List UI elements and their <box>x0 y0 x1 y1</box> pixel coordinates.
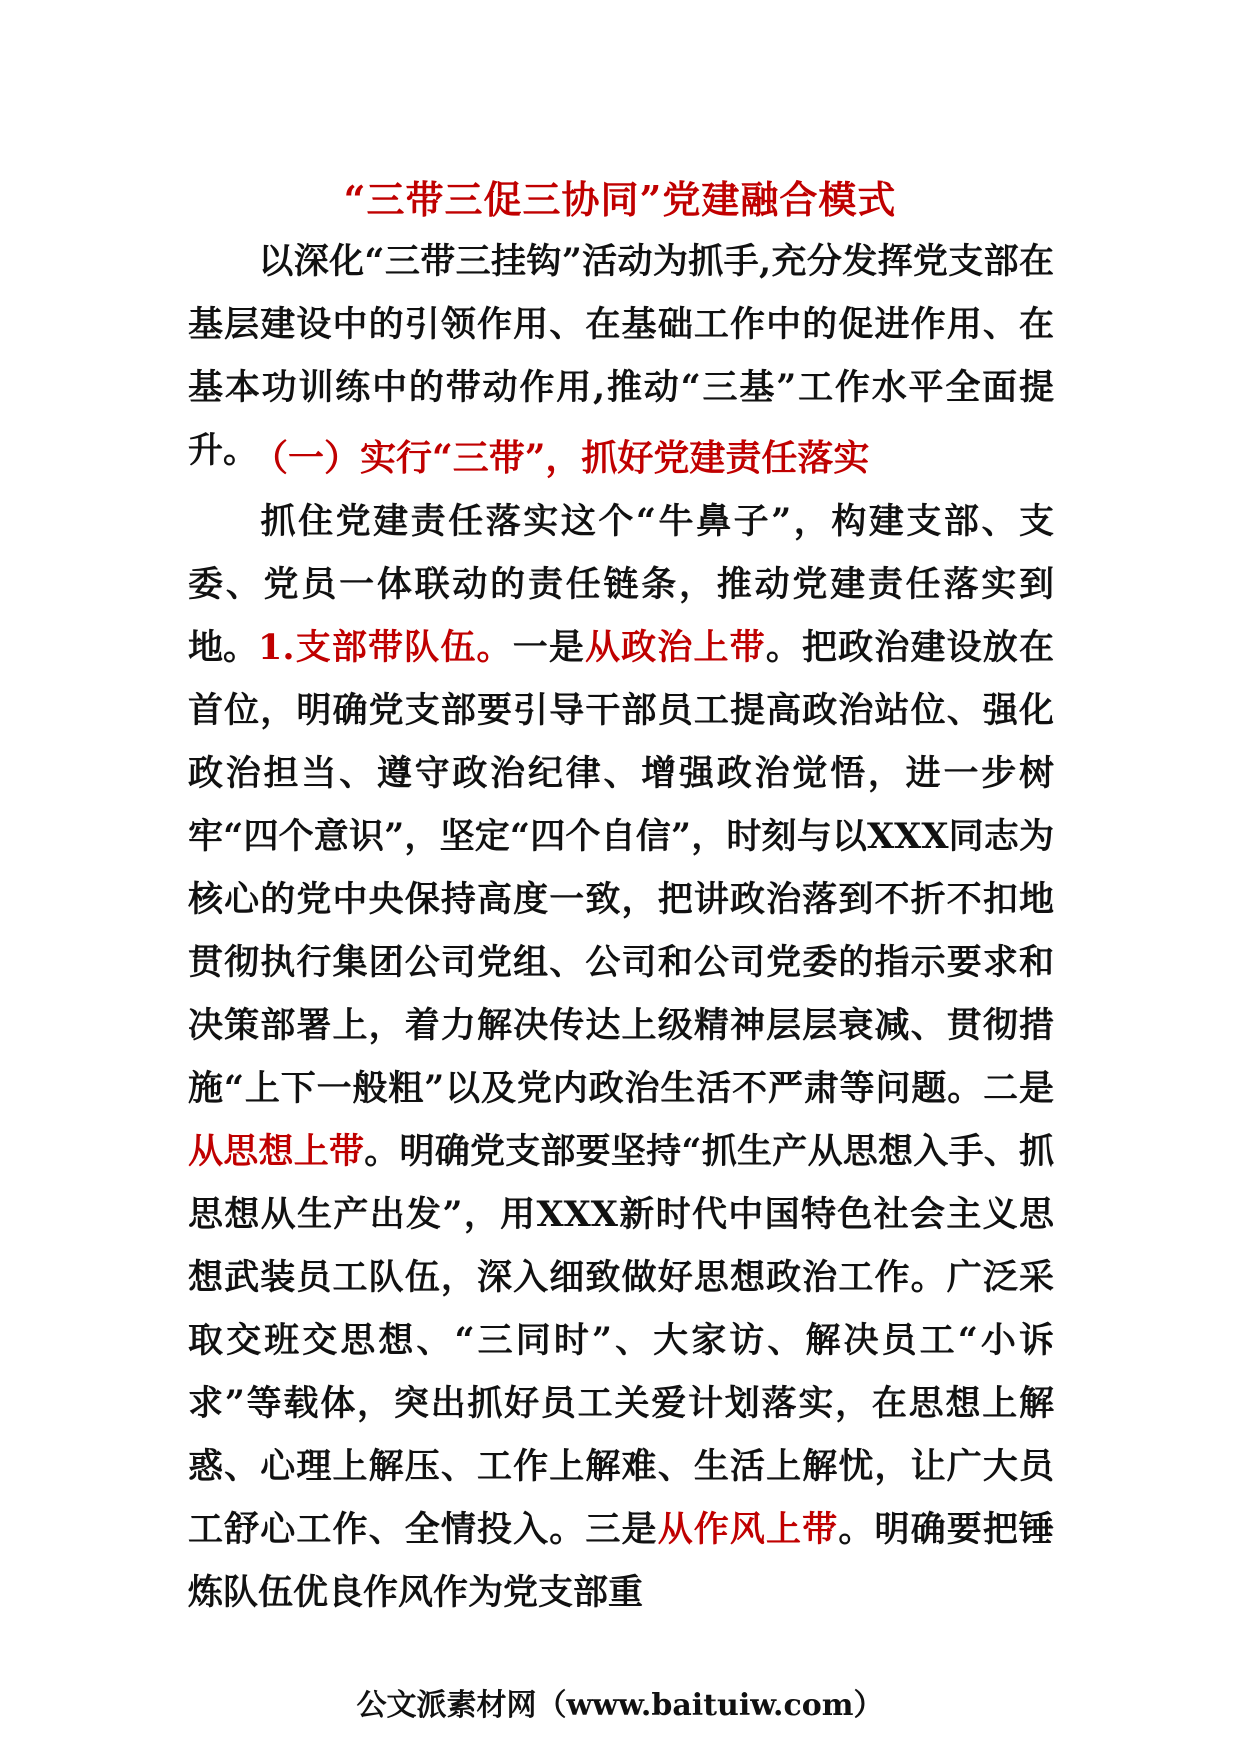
part2-key-phrase: 从思想上带 <box>188 1131 365 1172</box>
item-paragraph <box>188 616 1054 1624</box>
part2-lead: 二是 <box>983 1068 1054 1109</box>
footer-source: 公文派素材网（www.baituiw.com） <box>356 1688 884 1723</box>
part1-text: 。把政治建设放在首位，明确党支部要引导干部员工提高政治站位、强化政治担当、遵守政治纪律、增强政治觉悟，进一步树牢“四个意识”，坚定“四个自信”，时刻与以XXX同志为核心的党中央保持高度一致，把讲政治落到不折不扣地贯彻执行集团公司党组、公司和公司党委的指示要求和决策部署上，着力解决传达上级精神层层衰减、贯彻措施“上下一般粗”以及党内政治生活不严肃等问题。 <box>188 627 1054 1109</box>
section-heading: （一）实行“三带”，抓好党建责任落实 <box>252 437 870 479</box>
part3-lead: 三是 <box>585 1509 658 1550</box>
part3-text: 。明确要把锤炼队伍优良作风作为党支部重 <box>188 1509 1054 1613</box>
part3-key-phrase: 从作风上带 <box>657 1509 839 1550</box>
part2-text: 。明确党支部要坚持“抓生产从思想入手、抓思想从生产出发”，用XXX新时代中国特色社会主义思想武装员工队伍，深入细致做好思想政治工作。广泛采取交班交思想、“三同时”、大家访、解决员工“小诉求”等载体，突出抓好员工关爱计划落实，在思想上解惑、心理上解压、工作上解难、生活上解忧，让广大员工舒心工作、全情投入。 <box>188 1131 1054 1550</box>
document-title: “三带三促三协同”党建融合模式 <box>343 177 897 222</box>
section-intro-text: 抓住党建责任落实这个“牛鼻子”，构建支部、支委、党员一体联动的责任链条，推动党建责任落实到地。 <box>188 501 1054 668</box>
part1-lead: 一是 <box>512 627 586 668</box>
intro-text: 以深化“三带三挂钩”活动为抓手,充分发挥党支部在基层建设中的引领作用、在基础工作中的促进作用、在基本功训练中的带动作用,推动“三基”工作水平全面提升。 <box>188 241 1054 471</box>
item-label: 1.支部带队伍。 <box>258 627 513 668</box>
part1-key-phrase: 从政治上带 <box>585 627 766 668</box>
